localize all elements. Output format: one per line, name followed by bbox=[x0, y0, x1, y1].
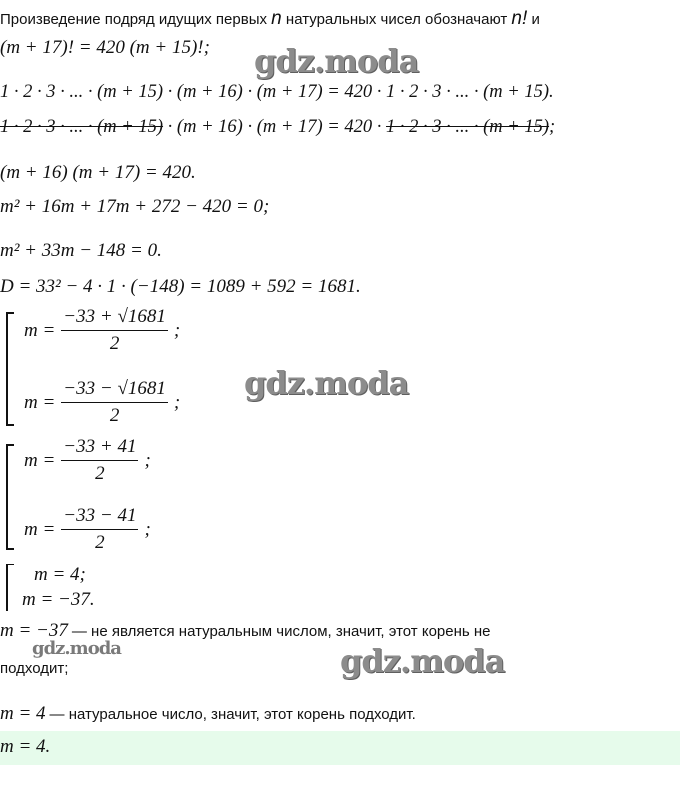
fraction-numerator: −33 + √1681 bbox=[63, 306, 166, 327]
root-lhs: m = bbox=[24, 518, 56, 540]
root-num-1 bbox=[24, 436, 151, 485]
fraction-denominator: 2 bbox=[95, 532, 105, 553]
root-end: ; bbox=[144, 518, 151, 540]
accept-text: — натуральное число, значит, этот корень подходит. bbox=[49, 706, 416, 723]
accept-line bbox=[0, 703, 416, 725]
fraction-denominator: 2 bbox=[109, 333, 120, 354]
intro-text: Произведение подряд идущих первых bbox=[0, 11, 267, 28]
root-end: ; bbox=[144, 449, 151, 471]
bracket-roots-final bbox=[6, 564, 14, 611]
fraction-numerator: −33 − 41 bbox=[63, 505, 137, 526]
equation-cancel bbox=[0, 117, 555, 138]
watermark-1: gdz.moda bbox=[254, 42, 419, 80]
watermark-3: gdz.moda bbox=[340, 642, 505, 680]
reject-text-cont: подходит; bbox=[0, 660, 69, 677]
fraction bbox=[61, 378, 168, 427]
equation-quadratic: m² + 33m − 148 = 0. bbox=[0, 240, 162, 261]
intro-var-n: n bbox=[271, 8, 282, 29]
fraction-denominator: 2 bbox=[109, 405, 120, 426]
root-sqrt-2 bbox=[24, 378, 180, 427]
cancel-tail: ; bbox=[549, 117, 556, 137]
watermark-small: gdz.moda bbox=[32, 638, 121, 659]
cancelled-right: 1 · 2 · 3 · ... · (m + 15) bbox=[386, 117, 550, 137]
watermark-2: gdz.moda bbox=[244, 364, 409, 402]
bracket-roots-numeric bbox=[6, 444, 14, 550]
fraction-numerator: −33 + 41 bbox=[63, 436, 137, 457]
intro-text-2: натуральных чисел обозначают bbox=[285, 11, 508, 28]
fraction-numerator: −33 − √1681 bbox=[63, 378, 166, 399]
root-lhs: m = bbox=[24, 449, 56, 471]
fraction bbox=[61, 436, 138, 485]
fraction bbox=[61, 505, 138, 554]
root-lhs: m = bbox=[24, 391, 56, 413]
fraction-denominator: 2 bbox=[95, 463, 105, 484]
equation-expanded-factorials: 1 · 2 · 3 · ... · (m + 15) · (m + 16) · (m + 17) = 420 · 1 · 2 · 3 · ... · (m + 15). bbox=[0, 82, 554, 102]
root-final-2: m = −37. bbox=[22, 589, 95, 610]
cancelled-left: 1 · 2 · 3 · ... · (m + 15) bbox=[0, 117, 164, 137]
root-lhs: m = bbox=[24, 319, 56, 341]
reject-math: m = −37 bbox=[0, 620, 68, 641]
equation-discriminant: D = 33² − 4 · 1 · (−148) = 1089 + 592 = 1681. bbox=[0, 276, 361, 297]
equation-product: (m + 16) (m + 17) = 420. bbox=[0, 162, 196, 183]
bracket-roots-sqrt bbox=[6, 312, 14, 426]
equation-poly: m² + 16m + 17m + 272 − 420 = 0; bbox=[0, 196, 270, 217]
reject-text: — не является натуральным числом, значит, этот корень не bbox=[71, 623, 491, 640]
root-sqrt-1 bbox=[24, 306, 180, 355]
root-end: ; bbox=[173, 391, 181, 413]
fraction bbox=[61, 306, 168, 355]
cancel-middle: · (m + 16) · (m + 17) = 420 · bbox=[163, 117, 386, 137]
root-end: ; bbox=[173, 319, 181, 341]
answer-box bbox=[0, 731, 680, 765]
accept-math: m = 4 bbox=[0, 703, 46, 724]
intro-text-3: и bbox=[531, 11, 540, 28]
intro-line bbox=[0, 8, 540, 30]
answer: m = 4. bbox=[0, 736, 51, 757]
root-num-2 bbox=[24, 505, 151, 554]
intro-n-factorial: n! bbox=[511, 8, 528, 29]
equation-main: (m + 17)! = 420 (m + 15)!; bbox=[0, 37, 210, 58]
root-final-1: m = 4; bbox=[34, 564, 86, 585]
